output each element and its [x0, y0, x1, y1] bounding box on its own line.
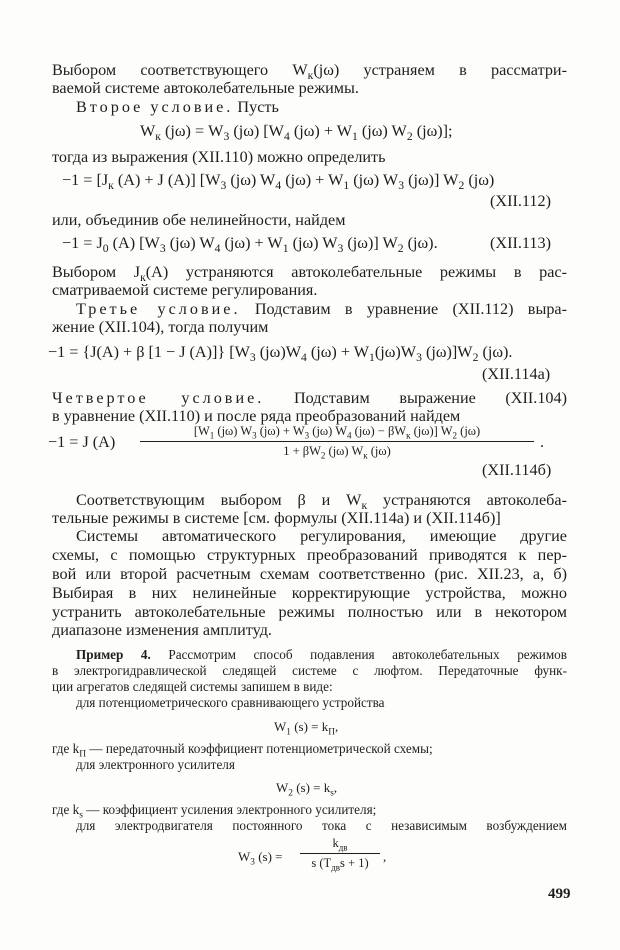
equation-number: (XII.112)	[490, 192, 551, 210]
paragraph-line: Выбирая в них нелинейные корректирующие устройства, можно	[52, 584, 567, 602]
paragraph-line: вой или второй расчетным схемам соответственно (рис. XII.23, а, б)	[52, 565, 567, 583]
example-line: где $k_s$ — коэффициент усиления электронного усилителя;	[52, 802, 377, 821]
paragraph-line: жение (XII.104), тогда получим	[52, 318, 269, 336]
fraction-numerator: $k_{дв}$	[332, 836, 348, 853]
paragraph-line: сматриваемой системе регулирования.	[52, 281, 318, 299]
equation-period: .	[540, 433, 545, 451]
example-line: в электрогидравлической следящей системе с люфтом. Передаточные функ-	[52, 663, 567, 678]
condition-heading-3: Третье условие. Подставим в уравнение (XII.112) выра-	[76, 300, 567, 318]
example-line: для электронного усилителя	[76, 757, 235, 772]
fraction-denominator: $1 + \beta W_2$ (jω) $W_к$ (jω)	[283, 444, 391, 461]
equation-xii-113: $-1 = J_0$ (A) [$W_3$ (jω) $W_4$ $(j\omega) + W_1$ (jω) $W_3$ (jω)] $W_2$ (jω).	[62, 234, 438, 256]
paragraph-line: тогда из выражения (XII.110) можно определить	[52, 148, 386, 166]
fraction-denominator: s $(T_{дв}s + 1)$	[311, 856, 369, 873]
paragraph-line: Выбором соответствующего $W_к(j\omega)$ устраняем в рассматри-	[52, 61, 567, 83]
equation-lhs: −1 = J (A)	[48, 433, 116, 451]
paragraph-line: тельные режимы в системе [см. формулы (XII.114а) и (XII.114б)]	[52, 509, 501, 527]
paragraph-line: Соответствующим выбором β и $W_к$ устраняются автоколеба-	[76, 491, 567, 513]
paragraph-line: Выбором $J_к(A)$ устраняются автоколебательные режимы в рас-	[52, 263, 567, 285]
equation-xii-114a: −1 = {J(A) + β [1 − J (A)]} [$W_3$ $(j\omega)W_4$ $(j\omega) + W_1(j\omega)W_3$ $(j\omega)]W_2$ (jω).	[48, 343, 513, 365]
paragraph-line: диапазоне изменения амплитуд.	[52, 621, 272, 639]
condition-heading-2: Второе условие. Пусть	[76, 98, 279, 116]
equation-number: (XII.114а)	[482, 365, 551, 383]
equation-number: (XII.114б)	[482, 461, 552, 479]
equation-xii-112: $-1 = [J_к$ (A) + J (A)] [$W_3$ (jω) $W_4$ $(j\omega) + W_1$ (jω) $W_3$ (jω)] $W_2$ (jω)	[62, 171, 495, 193]
paragraph-line: ваемой системе автоколебательные режимы.	[52, 79, 359, 97]
equation-w3-lhs: $W_3$ (s) =	[238, 849, 283, 868]
paragraph-line: устранить автоколебательные режимы полностью или в некотором	[52, 603, 567, 621]
fraction-bar	[300, 853, 380, 854]
example-line: Пример 4. Рассмотрим способ подавления автоколебательных режимов	[76, 647, 567, 662]
condition-heading-4: Четвертое условие. Подставим выражение (XII.104)	[52, 389, 567, 407]
paragraph-line: схемы, с помощью структурных преобразований приводятся к пер-	[52, 546, 567, 564]
example-line: для потенциометрического сравнивающего устройства	[76, 695, 385, 710]
equation-w1: $W_1$ $(s) = k_П$,	[274, 719, 339, 738]
paragraph-line: или, объединив обе нелинейности, найдем	[52, 211, 346, 229]
page-number: 499	[548, 886, 571, 902]
paragraph-line: Системы автоматического регулирования, имеющие другие	[76, 527, 567, 545]
equation-wk: $W_к$ $(j\omega) = W_3$ (jω) [$W_4$ $(j\omega) + W_1$ (jω) $W_2$ (jω)];	[140, 122, 453, 144]
paragraph-line: в уравнение (XII.110) и после ряда преобразований найдем	[52, 407, 461, 425]
example-line: где $k_П$ — передаточный коэффициент потенциометрической схемы;	[52, 741, 433, 760]
fraction-numerator: [$W_1$ (jω) $W_3$ $(j\omega) + W_3$ (jω) $W_4$ $(j\omega) - \beta W_к$ (jω)] $W_2$ (jω)	[193, 424, 481, 441]
equation-number: (XII.113)	[490, 234, 551, 252]
equation-comma: ,	[383, 849, 387, 864]
example-line: для электродвигателя постоянного тока с независимым возбуждением	[76, 818, 567, 833]
equation-w2: $W_2$ $(s) = k_s$,	[276, 780, 338, 799]
example-line: ции агрегатов следящей системы запишем в виде:	[52, 679, 333, 694]
fraction-bar	[140, 441, 534, 442]
